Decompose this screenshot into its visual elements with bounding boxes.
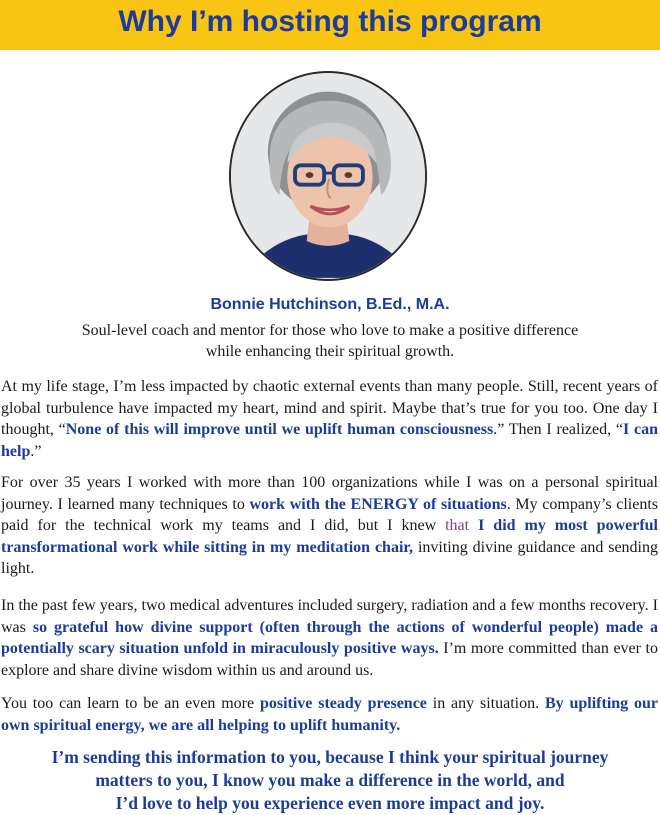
- p3-text-2: I’m more committed than ever to explore and share divine wisdom within us and around us.: [1, 640, 658, 679]
- p2-text-4: inviting divine guidance and sending light.: [1, 538, 658, 577]
- closing-statement: [0, 746, 660, 815]
- tagline-line-2: while enhancing their spiritual growth.: [205, 343, 455, 360]
- coach-name: Bonnie Hutchinson, B.Ed., M.A.: [210, 296, 450, 313]
- p2-text-2: . My company’s clients paid for the technical work my teams and I did, but I knew: [1, 495, 659, 534]
- page-title: Why I’m hosting this program: [118, 5, 542, 38]
- paragraph-you-too: [1, 693, 658, 736]
- p2-text-3: [469, 517, 478, 534]
- closing-line-1: I’m sending this information to you, because I think your spiritual journey: [51, 747, 609, 767]
- tagline-line-1: Soul-level coach and mentor for those who love to make a positive difference: [81, 322, 579, 339]
- p3-highlight-1: so grateful how divine support (often through the actions of wonderful people) made a potentially scary situation unfold in miraculously positive ways.: [1, 618, 659, 657]
- p1-text-1: At my life stage, I’m less impacted by chaotic external events than many people. Still, recent years of global turbulence have impacted my heart, mind and spirit. Maybe that’s true for you too. One day I thought, “: [1, 378, 658, 438]
- p4-highlight-1: positive steady presence: [259, 695, 427, 712]
- closing-line-3: I’d love to help you experience even more impact and joy.: [115, 793, 545, 813]
- profile-photo: [229, 71, 427, 281]
- paragraph-experience: [1, 472, 658, 580]
- p1-highlight-2: I can help: [1, 421, 658, 460]
- p1-text-2: .” Then I realized, “: [493, 421, 623, 438]
- p2-highlight-2: I did my most powerful transformational work while sitting in my meditation chair,: [1, 517, 658, 556]
- p2-purple-word: that: [445, 517, 470, 534]
- p1-text-3: .”: [30, 442, 42, 460]
- p4-text-1: You too can learn to be an even more: [1, 695, 260, 712]
- p2-text-1: For over 35 years I worked with more than 100 organizations while I was on a personal spiritual journey. I learned many techniques to: [1, 474, 658, 513]
- p2-highlight-1: work with the ENERGY of situations: [249, 495, 507, 513]
- paragraph-life-stage: [1, 376, 658, 462]
- p4-text-2: in any situation.: [426, 695, 545, 712]
- paragraph-medical: [1, 595, 658, 681]
- p3-text-1: In the past few years, two medical adventures included surgery, radiation and a few months recovery. I was: [1, 597, 658, 636]
- closing-line-2: matters to you, I know you make a difference in the world, and: [95, 770, 565, 790]
- p4-highlight-2: By uplifting our own spiritual energy, we are all helping to uplift humanity.: [1, 695, 659, 734]
- portrait-illustration: [231, 73, 425, 279]
- header-banner: [0, 0, 660, 50]
- p1-highlight-1: None of this will improve until we uplift human consciousness: [65, 421, 494, 438]
- coach-tagline: [0, 320, 660, 362]
